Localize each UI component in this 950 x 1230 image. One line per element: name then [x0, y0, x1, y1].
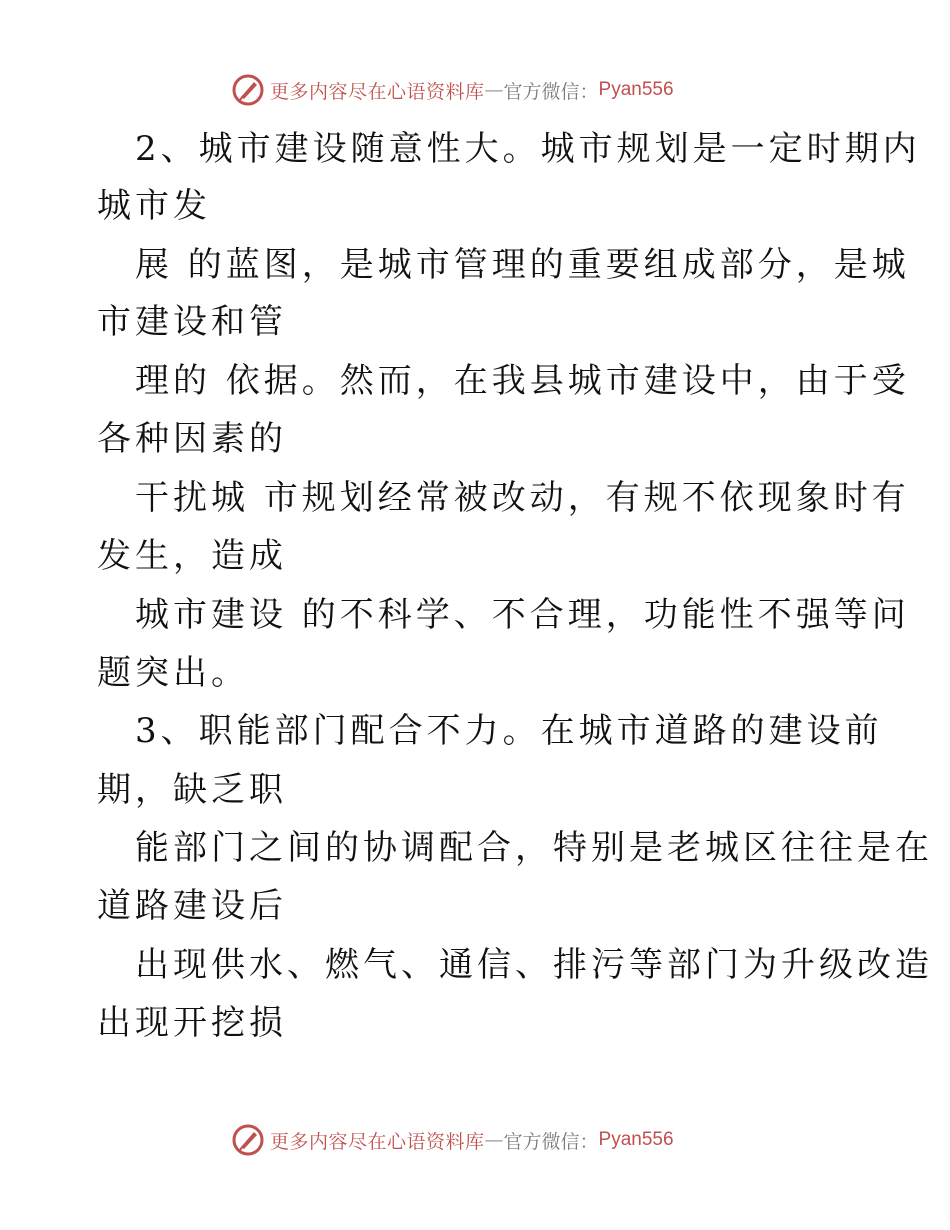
watermark-wechat-id: Pyan556	[598, 1129, 674, 1150]
paragraph-2-line-2: 市建设和管	[97, 302, 287, 342]
watermark-text: 更多内容尽在心语资料库	[270, 80, 485, 103]
quill-logo-icon	[232, 1124, 264, 1156]
watermark-dash: —	[484, 79, 504, 101]
footer-watermark	[232, 1123, 732, 1157]
paragraph-7-line-1: 能部门之间的协调配合，特别是老城区往往是在	[135, 828, 933, 868]
watermark-wechat-id: Pyan556	[598, 79, 674, 100]
paragraph-5-line-2: 题突出。	[97, 653, 249, 693]
quill-logo-icon	[232, 74, 264, 106]
watermark-wechat-label: 官方微信：	[503, 1130, 599, 1153]
watermark-text: 更多内容尽在心语资料库	[270, 1130, 485, 1153]
paragraph-8-line-2: 出现开挖损	[97, 1003, 287, 1043]
paragraph-3-line-2: 各种因素的	[97, 419, 287, 459]
watermark-wechat-label: 官方微信：	[503, 80, 599, 103]
paragraph-7-line-2: 道路建设后	[97, 886, 287, 926]
paragraph-8-line-1: 出现供水、燃气、通信、排污等部门为升级改造	[135, 945, 933, 985]
paragraph-4-line-2: 发生，造成	[97, 536, 287, 576]
paragraph-1-line-2: 城市发	[97, 186, 211, 226]
paragraph-2-line-1: 展 的蓝图，是城市管理的重要组成部分，是城	[135, 245, 910, 285]
paragraph-3-line-1: 理的 依据。然而，在我县城市建设中，由于受	[135, 361, 910, 401]
paragraph-4-line-1: 干扰城 市规划经常被改动，有规不依现象时有	[135, 478, 910, 518]
watermark-dash: —	[484, 1129, 504, 1151]
paragraph-6-line-1: 3、职能部门配合不力。在城市道路的建设前	[135, 711, 883, 751]
paragraph-6-line-2: 期，缺乏职	[97, 770, 287, 810]
header-watermark	[232, 73, 732, 107]
paragraph-1-line-1: 2、城市建设随意性大。城市规划是一定时期内	[135, 129, 921, 169]
paragraph-5-line-1: 城市建设 的不科学、不合理，功能性不强等问	[135, 595, 910, 635]
